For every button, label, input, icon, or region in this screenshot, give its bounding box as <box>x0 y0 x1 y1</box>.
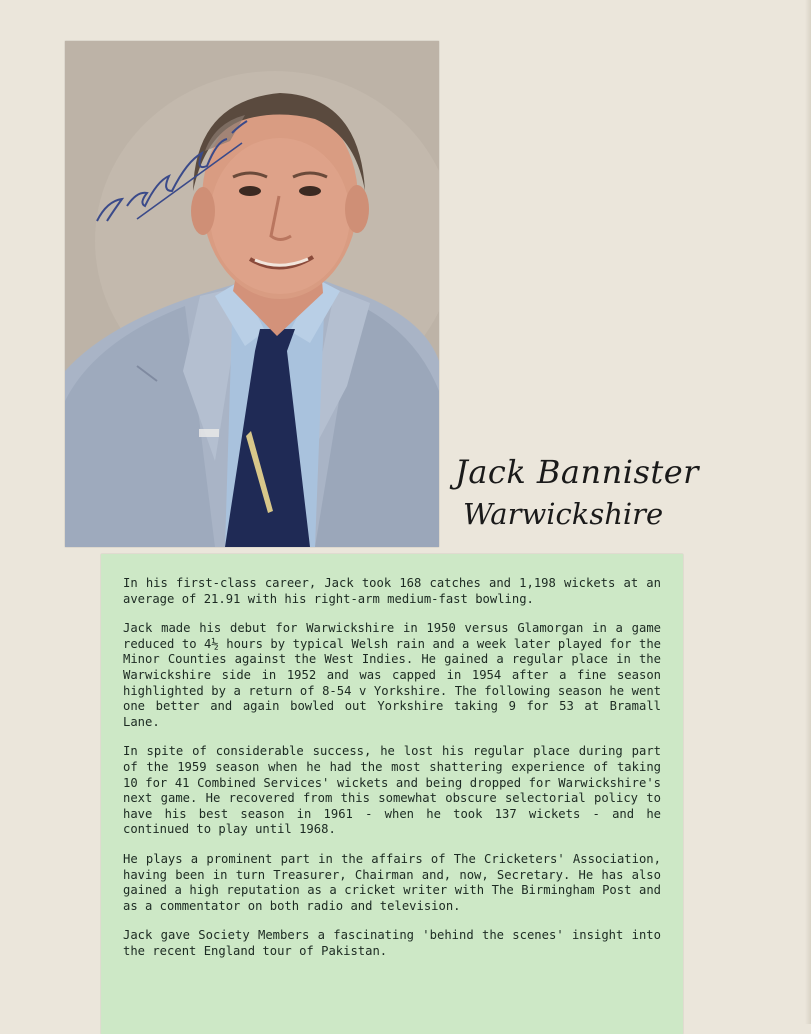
biography-paragraph: In spite of considerable success, he lost his regular place during part of the 1959 season when he had the most shattering experience of taking 10 for 41 Combined Services' wickets and being dropped for Warwickshire's next game. He recovered from this somewhat obscure selectorial policy to have his best season in 1961 - when he took 137 wickets - and he continued to play until 1968. <box>123 744 661 837</box>
autograph-signature <box>77 81 277 231</box>
player-team: Warwickshire <box>463 497 664 531</box>
biography-paragraph: In his first-class career, Jack took 168 catches and 1,198 wickets at an average of 21.91 with his right-arm medium-fast bowling. <box>123 576 661 606</box>
player-name: Jack Bannister <box>455 453 699 491</box>
portrait-photo <box>65 41 439 547</box>
biography-paragraph: Jack gave Society Members a fascinating 'behind the scenes' insight into the recent England tour of Pakistan. <box>123 928 661 958</box>
biography-text <box>123 576 661 973</box>
biography-card <box>101 554 683 1034</box>
album-page-edge <box>805 0 811 1024</box>
biography-paragraph: Jack made his debut for Warwickshire in 1950 versus Glamorgan in a game reduced to 4½ hours by typical Welsh rain and a week later played for the Minor Counties against the West Indies. He gained a regular place in the Warwickshire side in 1952 and was capped in 1954 after a fine season highlighted by a return of 8-54 v Yorkshire. The following season he went one better and again bowled out Yorkshire taking 9 for 53 at Bramall Lane. <box>123 621 661 729</box>
biography-paragraph: He plays a prominent part in the affairs of The Cricketers' Association, having been in turn Treasurer, Chairman and, now, Secretary. He has also gained a high reputation as a cricket writer with The Birmingham Post and as a commentator on both radio and television. <box>123 851 661 913</box>
caption <box>455 450 755 534</box>
